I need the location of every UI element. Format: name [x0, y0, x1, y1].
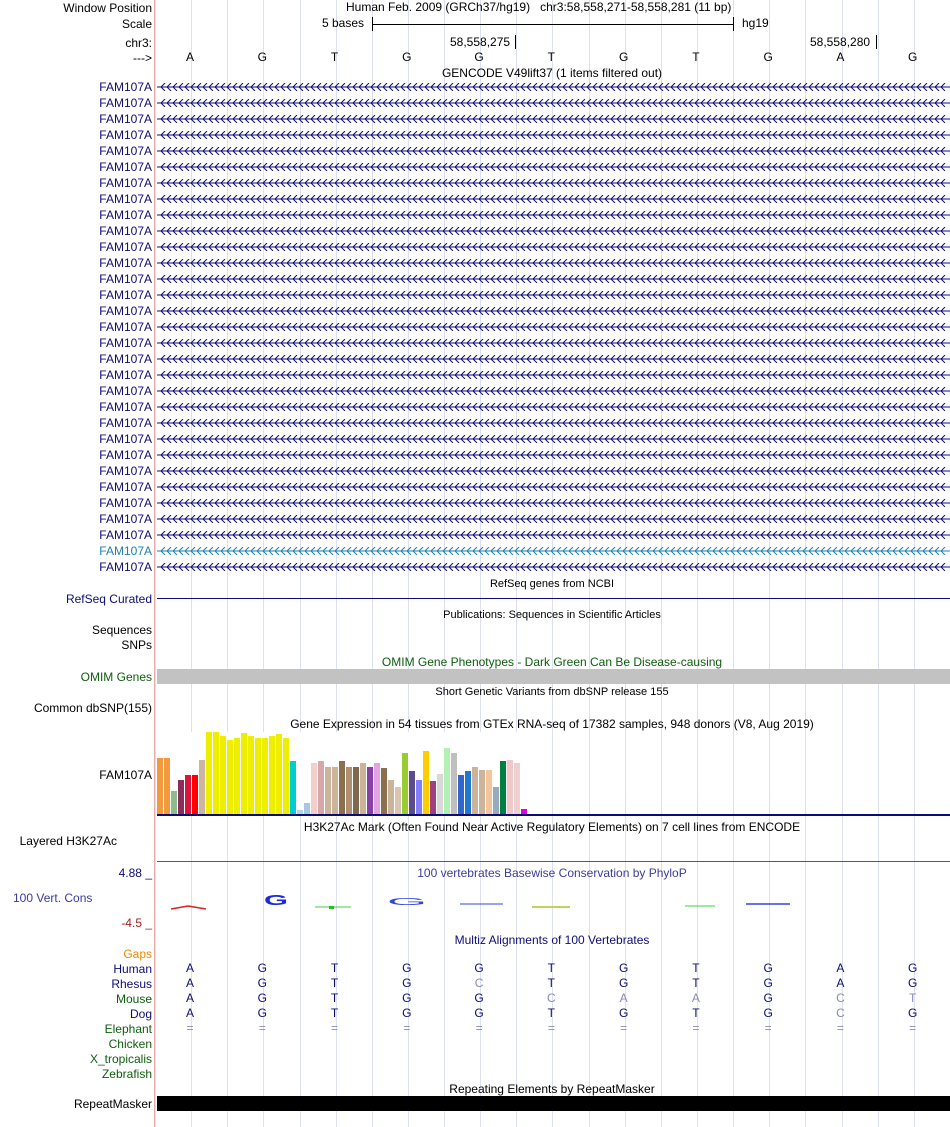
aligned-base: T	[330, 1006, 339, 1020]
gtex-tissue-bar[interactable]	[248, 736, 254, 814]
transcript-label[interactable]: FAM107A	[99, 512, 152, 526]
transcript-label[interactable]: FAM107A	[99, 288, 152, 302]
gencode-transcript-row[interactable]	[0, 415, 950, 431]
gtex-tissue-bar[interactable]	[213, 732, 219, 814]
gtex-tissue-bar[interactable]	[451, 753, 457, 814]
aligned-base: C	[547, 991, 556, 1005]
aligned-base: =	[403, 1021, 411, 1035]
gtex-tissue-bar[interactable]	[416, 780, 422, 814]
gencode-transcript-row[interactable]	[0, 175, 950, 191]
transcript-label[interactable]: FAM107A	[99, 368, 152, 382]
transcript-arrow-line[interactable]	[157, 547, 950, 555]
position-range: chr3:58,558,271-58,558,281 (11 bp)	[540, 0, 732, 14]
gencode-transcript-row[interactable]	[0, 559, 950, 575]
species-alignment-row	[155, 1036, 950, 1050]
common-dbsnp-label[interactable]: Common dbSNP(155)	[33, 701, 152, 715]
species-label[interactable]: Mouse	[115, 992, 152, 1006]
phylop-conservation-glyphs[interactable]	[155, 884, 950, 924]
gtex-tissue-bar[interactable]	[507, 760, 513, 814]
transcript-arrow-line[interactable]	[157, 227, 950, 235]
aligned-base: A	[691, 991, 700, 1005]
transcript-label[interactable]: FAM107A	[99, 544, 152, 558]
aligned-base: A	[619, 991, 628, 1005]
transcript-arrow-line[interactable]	[157, 435, 950, 443]
phylop-mark-t2	[329, 906, 334, 909]
window-position-label: Window Position	[63, 1, 152, 15]
transcript-arrow-line[interactable]	[157, 275, 950, 283]
transcript-label[interactable]: FAM107A	[99, 272, 152, 286]
aligned-base: T	[330, 991, 339, 1005]
scale-text: 5 bases	[322, 16, 365, 30]
dbsnp-track-title[interactable]: Short Genetic Variants from dbSNP release 155	[435, 686, 669, 698]
coord-label-2: 58,558,280	[810, 35, 871, 49]
transcript-arrow-line[interactable]	[157, 515, 950, 523]
transcript-label[interactable]: FAM107A	[99, 560, 152, 574]
gtex-tissue-bar[interactable]	[192, 775, 198, 814]
gencode-transcript-row[interactable]	[0, 543, 950, 559]
gtex-tissue-bar[interactable]	[164, 758, 170, 814]
gtex-tissue-bar[interactable]	[234, 738, 240, 814]
aligned-base: T	[330, 976, 339, 990]
transcript-arrow-line[interactable]	[157, 291, 950, 299]
reference-base: G	[618, 50, 629, 64]
aligned-base: =	[547, 1021, 555, 1035]
aligned-base: G	[402, 1006, 412, 1020]
transcript-label[interactable]: FAM107A	[99, 320, 152, 334]
gencode-transcript-row[interactable]	[0, 143, 950, 159]
coord-tick-1	[515, 35, 516, 49]
transcript-arrow-line[interactable]	[157, 83, 950, 91]
transcript-label[interactable]: FAM107A	[99, 496, 152, 510]
aligned-base: G	[257, 976, 267, 990]
species-label[interactable]: Chicken	[108, 1037, 152, 1051]
reference-base: T	[692, 50, 700, 64]
gtex-tissue-bar[interactable]	[465, 771, 471, 814]
omim-gene-bar[interactable]	[157, 669, 950, 684]
gencode-transcript-row[interactable]	[0, 479, 950, 495]
phylop-mark-g2: G	[387, 897, 429, 908]
transcript-arrow-line[interactable]	[157, 179, 950, 187]
repeatmasker-track-title[interactable]: Repeating Elements by RepeatMasker	[449, 1082, 655, 1096]
aligned-base: G	[402, 991, 412, 1005]
scale-bar	[372, 17, 734, 31]
aligned-base: T	[330, 961, 339, 975]
gencode-transcript-row[interactable]	[0, 255, 950, 271]
species-alignment-row	[155, 961, 950, 975]
gtex-tissue-bar[interactable]	[437, 774, 443, 814]
reference-base: A	[185, 50, 195, 64]
transcript-label[interactable]: FAM107A	[99, 384, 152, 398]
transcript-arrow-line[interactable]	[157, 403, 950, 411]
gencode-track-title[interactable]: GENCODE V49lift37 (1 items filtered out)	[441, 66, 663, 80]
transcript-label[interactable]: FAM107A	[99, 352, 152, 366]
aligned-base: G	[763, 991, 773, 1005]
gtex-tissue-bar[interactable]	[269, 736, 275, 814]
transcript-label[interactable]: FAM107A	[99, 400, 152, 414]
gtex-tissue-bar[interactable]	[423, 751, 429, 814]
aligned-base: G	[618, 976, 629, 990]
aligned-base: G	[257, 961, 267, 975]
transcript-arrow-line[interactable]	[157, 147, 950, 155]
transcript-label[interactable]: FAM107A	[99, 224, 152, 238]
aligned-base: =	[186, 1021, 194, 1035]
phylop-max-label: 4.88 _	[118, 866, 152, 880]
gtex-tissue-bar[interactable]	[199, 760, 205, 814]
chrom-label: chr3:	[125, 36, 152, 50]
aligned-base: G	[474, 991, 484, 1005]
aligned-base: G	[402, 961, 412, 975]
gtex-tissue-bar[interactable]	[381, 768, 387, 814]
gencode-transcript-row[interactable]	[0, 271, 950, 287]
gtex-tissue-bar[interactable]	[402, 753, 408, 814]
gencode-transcript-row[interactable]	[0, 335, 950, 351]
refseq-curated-label[interactable]: RefSeq Curated	[65, 592, 152, 606]
aligned-base: =	[909, 1021, 917, 1035]
gtex-tissue-bar[interactable]	[409, 771, 415, 814]
gtex-tissue-bar[interactable]	[360, 763, 366, 814]
transcript-label[interactable]: FAM107A	[99, 112, 152, 126]
aligned-base: T	[547, 961, 556, 975]
aligned-base: G	[474, 1006, 484, 1020]
transcript-arrow-line[interactable]	[157, 163, 950, 171]
transcript-arrow-line[interactable]	[157, 131, 950, 139]
scale-label: Scale	[121, 17, 152, 31]
gtex-tissue-bar[interactable]	[171, 791, 177, 814]
gtex-gene-label[interactable]: FAM107A	[99, 768, 152, 782]
transcript-label[interactable]: FAM107A	[99, 432, 152, 446]
gtex-tissue-bar[interactable]	[514, 763, 520, 814]
gencode-transcript-row[interactable]	[0, 287, 950, 303]
transcript-label[interactable]: FAM107A	[99, 96, 152, 110]
aligned-base: C	[836, 991, 845, 1005]
gencode-transcript-row[interactable]	[0, 527, 950, 543]
aligned-base: C	[836, 1006, 845, 1020]
multiz-track-title[interactable]: Multiz Alignments of 100 Vertebrates	[454, 933, 650, 947]
species-alignment-row	[155, 1066, 950, 1080]
phylop-track-label[interactable]: 100 Vert. Cons	[13, 891, 93, 905]
aligned-base: G	[763, 1006, 773, 1020]
transcript-arrow-line[interactable]	[157, 99, 950, 107]
transcript-arrow-line[interactable]	[157, 323, 950, 331]
aligned-base: A	[185, 976, 195, 990]
aligned-base: G	[618, 961, 629, 975]
gtex-tissue-bar[interactable]	[276, 734, 282, 814]
gtex-tissue-bar[interactable]	[374, 763, 380, 814]
reference-base: G	[908, 50, 918, 64]
aligned-base: G	[618, 1006, 629, 1020]
phylop-mark-a	[171, 906, 206, 909]
transcript-arrow-line[interactable]	[157, 451, 950, 459]
aligned-base: =	[258, 1021, 266, 1035]
transcript-arrow-line[interactable]	[157, 339, 950, 347]
gtex-tissue-bar[interactable]	[304, 803, 310, 814]
gencode-transcript-row[interactable]	[0, 351, 950, 367]
gtex-tissue-bar[interactable]	[388, 780, 394, 814]
gtex-tissue-bar[interactable]	[283, 738, 289, 814]
aligned-base: G	[763, 976, 773, 990]
assembly-name: Human Feb. 2009 (GRCh37/hg19)	[346, 0, 531, 14]
aligned-base: G	[257, 991, 267, 1005]
transcript-label[interactable]: FAM107A	[99, 240, 152, 254]
gtex-tissue-bar[interactable]	[444, 748, 450, 814]
transcript-label[interactable]: FAM107A	[99, 464, 152, 478]
gtex-tissue-bar[interactable]	[395, 787, 401, 814]
aligned-base: A	[836, 976, 845, 990]
gtex-tissue-bar[interactable]	[346, 767, 352, 814]
transcript-label[interactable]: FAM107A	[99, 416, 152, 430]
layered-h3k27ac-label[interactable]: Layered H3K27Ac	[19, 834, 117, 848]
transcript-label[interactable]: FAM107A	[99, 480, 152, 494]
transcript-arrow-line[interactable]	[157, 563, 950, 571]
transcript-label[interactable]: FAM107A	[99, 176, 152, 190]
aligned-base: =	[836, 1021, 844, 1035]
gtex-tissue-bar[interactable]	[353, 767, 359, 814]
gtex-tissue-bar[interactable]	[241, 733, 247, 814]
transcript-label[interactable]: FAM107A	[99, 80, 152, 94]
gtex-tissue-bar[interactable]	[185, 775, 191, 814]
species-alignment-row	[155, 991, 950, 1005]
aligned-base: T	[909, 991, 917, 1005]
gencode-transcript-row[interactable]	[0, 303, 950, 319]
gtex-tissue-bar[interactable]	[255, 738, 261, 814]
transcript-label[interactable]: FAM107A	[99, 336, 152, 350]
omim-track-title[interactable]: OMIM Gene Phenotypes - Dark Green Can Be Disease-causing	[381, 655, 723, 669]
aligned-base: A	[185, 991, 195, 1005]
transcript-label[interactable]: FAM107A	[99, 208, 152, 222]
transcript-arrow-line[interactable]	[157, 387, 950, 395]
aligned-base: A	[185, 961, 195, 975]
gencode-transcript-row[interactable]	[0, 511, 950, 527]
gtex-tissue-bar[interactable]	[493, 787, 499, 814]
transcript-arrow-line[interactable]	[157, 307, 950, 315]
repeatmasker-label[interactable]: RepeatMasker	[73, 1097, 152, 1111]
aligned-base: =	[620, 1021, 628, 1035]
aligned-base: A	[185, 1006, 195, 1020]
gencode-transcript-row[interactable]	[0, 111, 950, 127]
gencode-transcript-row[interactable]	[0, 463, 950, 479]
aligned-base: A	[836, 961, 845, 975]
gaps-label[interactable]: Gaps	[123, 947, 152, 961]
aligned-base: G	[402, 976, 412, 990]
gtex-track-title[interactable]: Gene Expression in 54 tissues from GTEx RNA-seq of 17382 samples, 948 donors (V8, Aug 2019)	[290, 717, 814, 731]
gtex-tissue-bar[interactable]	[157, 758, 163, 814]
gencode-transcript-row[interactable]	[0, 79, 950, 95]
species-alignment-row	[155, 1021, 950, 1035]
gtex-tissue-bar[interactable]	[500, 761, 506, 814]
transcript-arrow-line[interactable]	[157, 355, 950, 363]
transcript-label[interactable]: FAM107A	[99, 256, 152, 270]
gencode-transcript-row[interactable]	[0, 191, 950, 207]
phylop-mark-g: G	[264, 892, 288, 909]
h3k27ac-track-title[interactable]: H3K27Ac Mark (Often Found Near Active Regulatory Elements) on 7 cell lines from ENCODE	[303, 820, 801, 834]
gencode-transcript-row[interactable]	[0, 159, 950, 175]
gtex-tissue-bar[interactable]	[262, 738, 268, 814]
gencode-transcript-row[interactable]	[0, 399, 950, 415]
sequences-label[interactable]: Sequences	[91, 623, 152, 637]
species-label[interactable]: X_tropicalis	[89, 1052, 152, 1066]
gencode-transcript-row[interactable]	[0, 383, 950, 399]
aligned-base: G	[908, 961, 918, 975]
phylop-track-title[interactable]: 100 vertebrates Basewise Conservation by PhyloP	[417, 866, 687, 880]
aligned-base: T	[692, 976, 700, 990]
refseq-track-title[interactable]: RefSeq genes from NCBI	[489, 578, 615, 590]
gtex-tissue-bar[interactable]	[339, 761, 345, 814]
gtex-tissue-bar[interactable]	[486, 770, 492, 814]
reference-base: T	[330, 50, 339, 64]
gencode-transcript-row[interactable]	[0, 95, 950, 111]
transcript-label[interactable]: FAM107A	[99, 128, 152, 142]
aligned-base: =	[764, 1021, 772, 1035]
gencode-transcript-row[interactable]	[0, 223, 950, 239]
aligned-base: =	[331, 1021, 339, 1035]
aligned-base: G	[908, 976, 918, 990]
transcript-arrow-line[interactable]	[157, 371, 950, 379]
aligned-base: T	[547, 1006, 556, 1020]
coord-tick-2	[876, 35, 877, 49]
gtex-tissue-bar[interactable]	[367, 767, 373, 814]
gtex-tissue-bar[interactable]	[290, 761, 296, 814]
scale-db: hg19	[742, 16, 769, 30]
transcript-arrow-line[interactable]	[157, 211, 950, 219]
aligned-base: G	[908, 1006, 918, 1020]
reference-sequence	[155, 50, 950, 64]
coord-label-1: 58,558,275	[450, 35, 511, 49]
transcript-arrow-line[interactable]	[157, 195, 950, 203]
gtex-tissue-bar[interactable]	[458, 775, 464, 814]
transcript-arrow-line[interactable]	[157, 467, 950, 475]
gencode-transcript-row[interactable]	[0, 207, 950, 223]
gtex-tissue-bar[interactable]	[178, 780, 184, 814]
gencode-transcript-row[interactable]	[0, 319, 950, 335]
aligned-base: T	[692, 1006, 700, 1020]
gtex-tissue-bar[interactable]	[311, 763, 317, 814]
reference-base: T	[547, 50, 556, 64]
species-alignment-row	[155, 976, 950, 990]
aligned-base: G	[257, 1006, 267, 1020]
transcript-arrow-line[interactable]	[157, 259, 950, 267]
gtex-tissue-bar[interactable]	[220, 736, 226, 814]
transcript-label[interactable]: FAM107A	[99, 448, 152, 462]
transcript-arrow-line[interactable]	[157, 483, 950, 491]
transcript-label[interactable]: FAM107A	[99, 160, 152, 174]
gencode-transcript-row[interactable]	[0, 431, 950, 447]
species-alignment-row	[155, 1051, 950, 1065]
gtex-baseline	[157, 814, 950, 816]
refseq-gene-line[interactable]	[157, 598, 950, 599]
transcript-label[interactable]: FAM107A	[99, 528, 152, 542]
transcript-arrow-line[interactable]	[157, 243, 950, 251]
gtex-tissue-bar[interactable]	[332, 767, 338, 814]
phylop-min-label: -4.5 _	[121, 916, 152, 930]
gencode-transcript-row[interactable]	[0, 447, 950, 463]
transcript-label[interactable]: FAM107A	[99, 192, 152, 206]
repeatmasker-bar[interactable]	[157, 1096, 950, 1111]
species-alignment-row	[155, 1006, 950, 1020]
species-label[interactable]: Elephant	[104, 1022, 152, 1036]
transcript-arrow-line[interactable]	[157, 419, 950, 427]
species-label[interactable]: Zebrafish	[101, 1067, 152, 1081]
aligned-base: T	[692, 961, 700, 975]
gtex-tissue-bar[interactable]	[227, 740, 233, 814]
transcript-arrow-line[interactable]	[157, 499, 950, 507]
species-label[interactable]: Rhesus	[111, 977, 152, 991]
reference-base: G	[402, 50, 412, 64]
omim-genes-label[interactable]: OMIM Genes	[80, 670, 152, 684]
snps-label[interactable]: SNPs	[121, 638, 152, 652]
aligned-base: G	[474, 961, 484, 975]
transcript-arrow-line[interactable]	[157, 115, 950, 123]
gencode-transcript-row[interactable]	[0, 495, 950, 511]
reference-base: G	[257, 50, 267, 64]
gtex-tissue-bar[interactable]	[430, 781, 436, 814]
gtex-expression-chart[interactable]	[157, 732, 950, 816]
gtex-tissue-bar[interactable]	[472, 767, 478, 814]
reference-base: G	[763, 50, 773, 64]
h3k27ac-signal-line[interactable]	[157, 861, 950, 862]
aligned-base: T	[547, 976, 556, 990]
gtex-tissue-bar[interactable]	[318, 761, 324, 814]
species-label[interactable]: Human	[113, 962, 152, 976]
assembly-title	[346, 0, 731, 14]
aligned-base: =	[692, 1021, 700, 1035]
gencode-transcript-row[interactable]	[0, 127, 950, 143]
aligned-base: C	[474, 976, 484, 990]
transcript-arrow-line[interactable]	[157, 531, 950, 539]
gencode-transcript-row[interactable]	[0, 367, 950, 383]
aligned-base: G	[763, 961, 773, 975]
reference-base: G	[474, 50, 484, 64]
aligned-base: =	[475, 1021, 483, 1035]
transcript-label[interactable]: FAM107A	[99, 144, 152, 158]
species-label[interactable]: Dog	[129, 1007, 152, 1021]
gencode-transcript-row[interactable]	[0, 239, 950, 255]
transcript-label[interactable]: FAM107A	[99, 304, 152, 318]
reference-base: A	[836, 50, 845, 64]
gtex-tissue-bar[interactable]	[479, 770, 485, 814]
strand-label: --->	[133, 51, 152, 65]
gtex-tissue-bar[interactable]	[206, 732, 212, 814]
gtex-tissue-bar[interactable]	[325, 767, 331, 814]
publications-track-title[interactable]: Publications: Sequences in Scientific Articles	[443, 609, 661, 621]
